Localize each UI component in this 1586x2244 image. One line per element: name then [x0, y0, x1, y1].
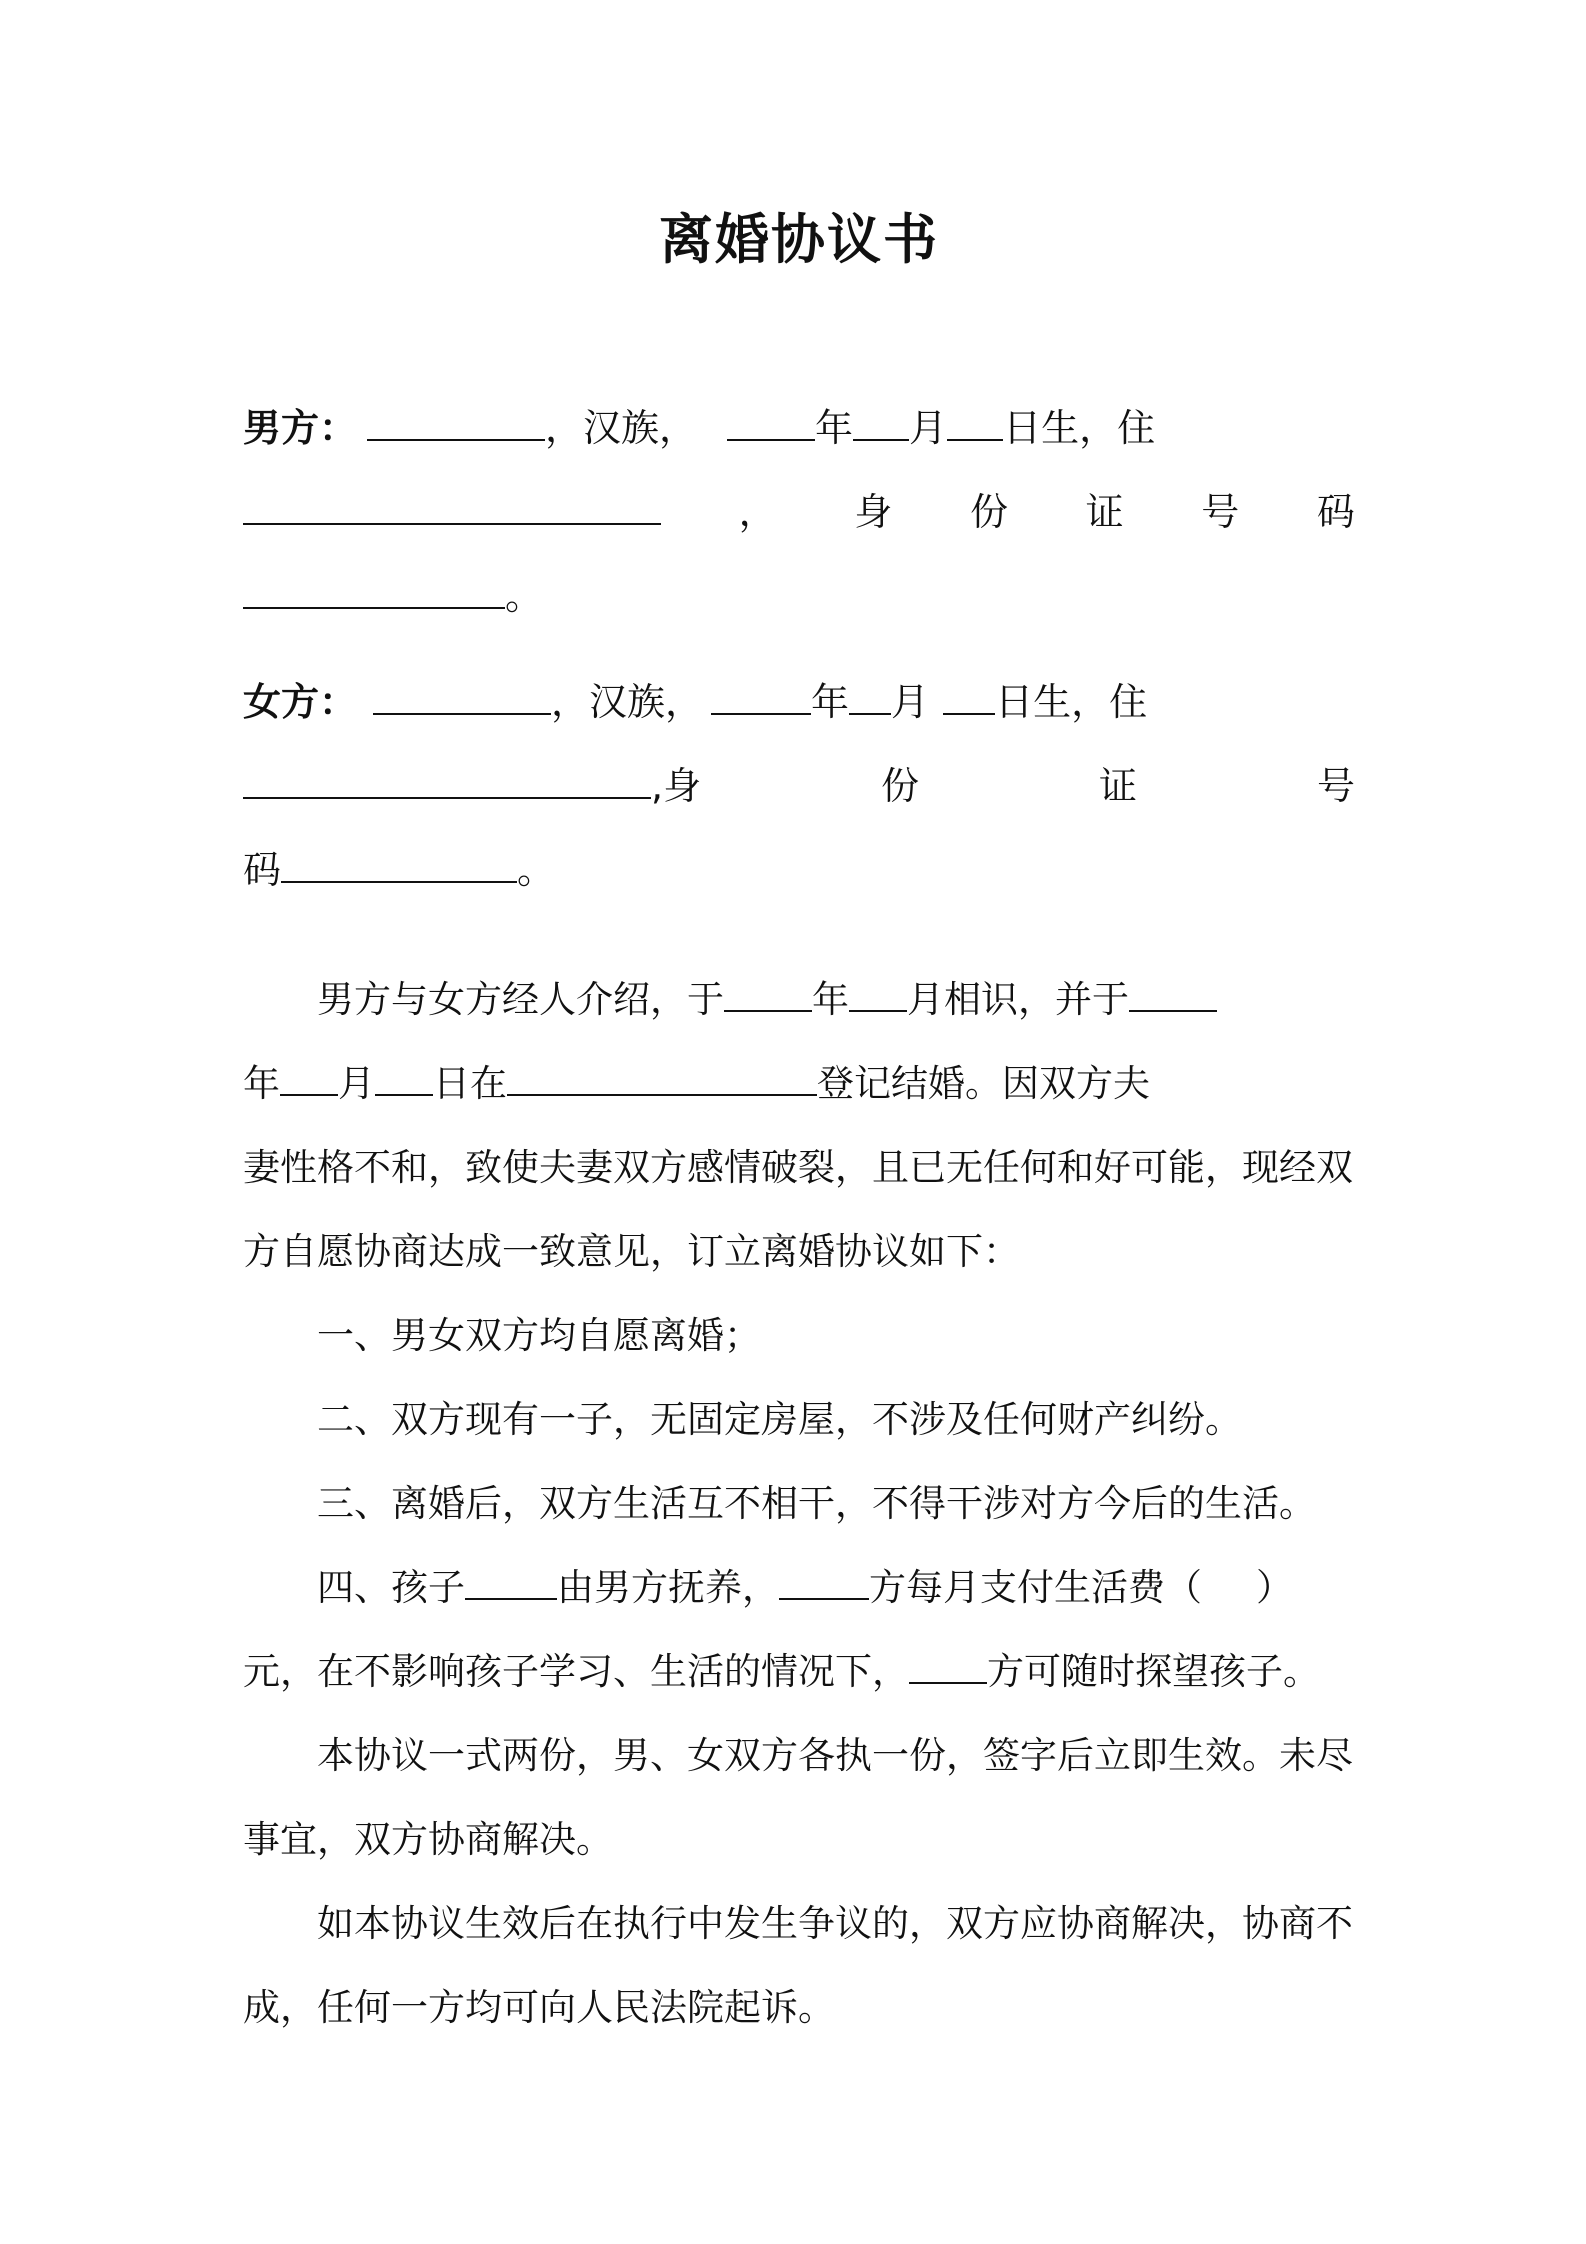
male-line-3: [243, 554, 1355, 638]
male-id-char: 份: [969, 490, 1008, 534]
term-4-text: 元，在不影响孩子学习、生活的情况下，: [243, 1650, 909, 1693]
term-4-text: 方可随时探望孩子。: [987, 1650, 1320, 1693]
female-id-number-field[interactable]: [281, 831, 517, 883]
term-4-text: 由男方抚养，: [557, 1566, 779, 1609]
closing-2-line-1: 如本协议生效后在执行中发生争议的，双方应协商解决，协商不: [317, 1902, 1353, 1945]
intro-month-label: 月: [338, 1062, 375, 1105]
female-day-born: 日生，住: [995, 680, 1148, 724]
female-name-field[interactable]: [373, 663, 551, 715]
female-ethnicity: ，汉族，: [551, 680, 704, 724]
female-line-3: [243, 828, 1355, 912]
intro-year-label: 年: [812, 978, 849, 1021]
terms-list: [243, 1294, 1355, 1714]
male-birth-year-field[interactable]: [727, 389, 815, 441]
male-party-section: [243, 386, 1355, 638]
document-page: [243, 200, 1355, 2050]
male-month-label: 月: [909, 406, 948, 450]
term-4-text: ）: [1256, 1566, 1293, 1609]
male-year-label: 年: [815, 406, 854, 450]
female-id-char: 号: [1316, 764, 1355, 808]
female-year-label: 年: [811, 680, 850, 724]
visitor-field[interactable]: [909, 1632, 987, 1684]
male-birth-day-field[interactable]: [947, 389, 1003, 441]
meet-month-field[interactable]: [849, 960, 907, 1012]
female-period: 。: [517, 848, 556, 892]
intro-text: 月相识，并于: [907, 978, 1129, 1021]
male-label: 男方：: [243, 406, 358, 450]
closing-1-line-2: 事宜，双方协商解决。: [243, 1818, 613, 1861]
female-birth-day-field[interactable]: [943, 663, 995, 715]
male-period: 。: [505, 574, 544, 618]
term-4-text: 四、孩子: [317, 1566, 465, 1609]
intro-text: 登记结婚。因双方夫: [817, 1062, 1150, 1105]
female-party-section: [243, 660, 1355, 912]
intro-line-4: 方自愿协商达成一致意见，订立离婚协议如下：: [243, 1230, 1020, 1273]
female-birth-month-field[interactable]: [849, 663, 891, 715]
female-id-prefix: ,身: [651, 764, 702, 808]
male-id-number-field[interactable]: [243, 557, 505, 609]
male-name-field[interactable]: [367, 389, 545, 441]
female-address-group: [243, 744, 701, 828]
male-line-1: [243, 386, 1355, 470]
male-id-char: 身: [854, 490, 893, 534]
male-day-born: 日生，住: [1003, 406, 1156, 450]
female-label: 女方：: [243, 680, 358, 724]
registry-place-field[interactable]: [507, 1044, 817, 1096]
closing-section: [243, 1714, 1355, 2050]
male-comma: ，: [738, 490, 777, 534]
term-2: 二、双方现有一子，无固定房屋，不涉及任何财产纠纷。: [317, 1398, 1242, 1441]
female-id-char: 份: [881, 764, 920, 808]
closing-2-line-2: 成，任何一方均可向人民法院起诉。: [243, 1986, 835, 2029]
term-1: 一、男女双方均自愿离婚；: [317, 1314, 761, 1357]
male-ethnicity: ，汉族，: [545, 406, 698, 450]
support-payer-field[interactable]: [779, 1548, 869, 1600]
closing-1-line-1: 本协议一式两份，男、女双方各执一份，签字后立即生效。未尽: [317, 1734, 1353, 1777]
marry-month-field[interactable]: [280, 1044, 338, 1096]
male-address-field[interactable]: [243, 473, 661, 525]
meet-year-field[interactable]: [724, 960, 812, 1012]
female-line-2: [243, 744, 1355, 828]
document-title: 离婚协议书: [659, 208, 939, 271]
term-3: 三、离婚后，双方生活互不相干，不得干涉对方今后的生活。: [317, 1482, 1316, 1525]
male-id-char: 号: [1201, 490, 1240, 534]
male-id-char: 码: [1316, 490, 1355, 534]
female-month-label: 月: [891, 680, 930, 724]
intro-line-2: [243, 1042, 1355, 1126]
intro-text: 日在: [433, 1062, 507, 1105]
female-birth-year-field[interactable]: [711, 663, 811, 715]
intro-text: 男方与女方经人介绍，于: [317, 978, 724, 1021]
term-4-line-1: [243, 1546, 1355, 1630]
intro-paragraph: [243, 958, 1355, 1294]
male-birth-month-field[interactable]: [853, 389, 909, 441]
male-line-2: [243, 470, 1355, 554]
intro-year-label: 年: [243, 1062, 280, 1105]
female-id-char: 证: [1099, 764, 1138, 808]
intro-line-1: [243, 958, 1355, 1042]
male-id-char: 证: [1085, 490, 1124, 534]
term-4-text: 方每月支付生活费（: [869, 1566, 1202, 1609]
marry-day-field[interactable]: [375, 1044, 433, 1096]
female-id-last-char: 码: [243, 848, 282, 892]
intro-line-3: 妻性格不和，致使夫妻双方感情破裂，且已无任何和好可能，现经双: [243, 1146, 1353, 1189]
child-name-field[interactable]: [465, 1548, 557, 1600]
female-address-field[interactable]: [243, 747, 651, 799]
female-line-1: [243, 660, 1355, 744]
term-4-line-2: [243, 1630, 1355, 1714]
marry-year-field[interactable]: [1129, 960, 1217, 1012]
